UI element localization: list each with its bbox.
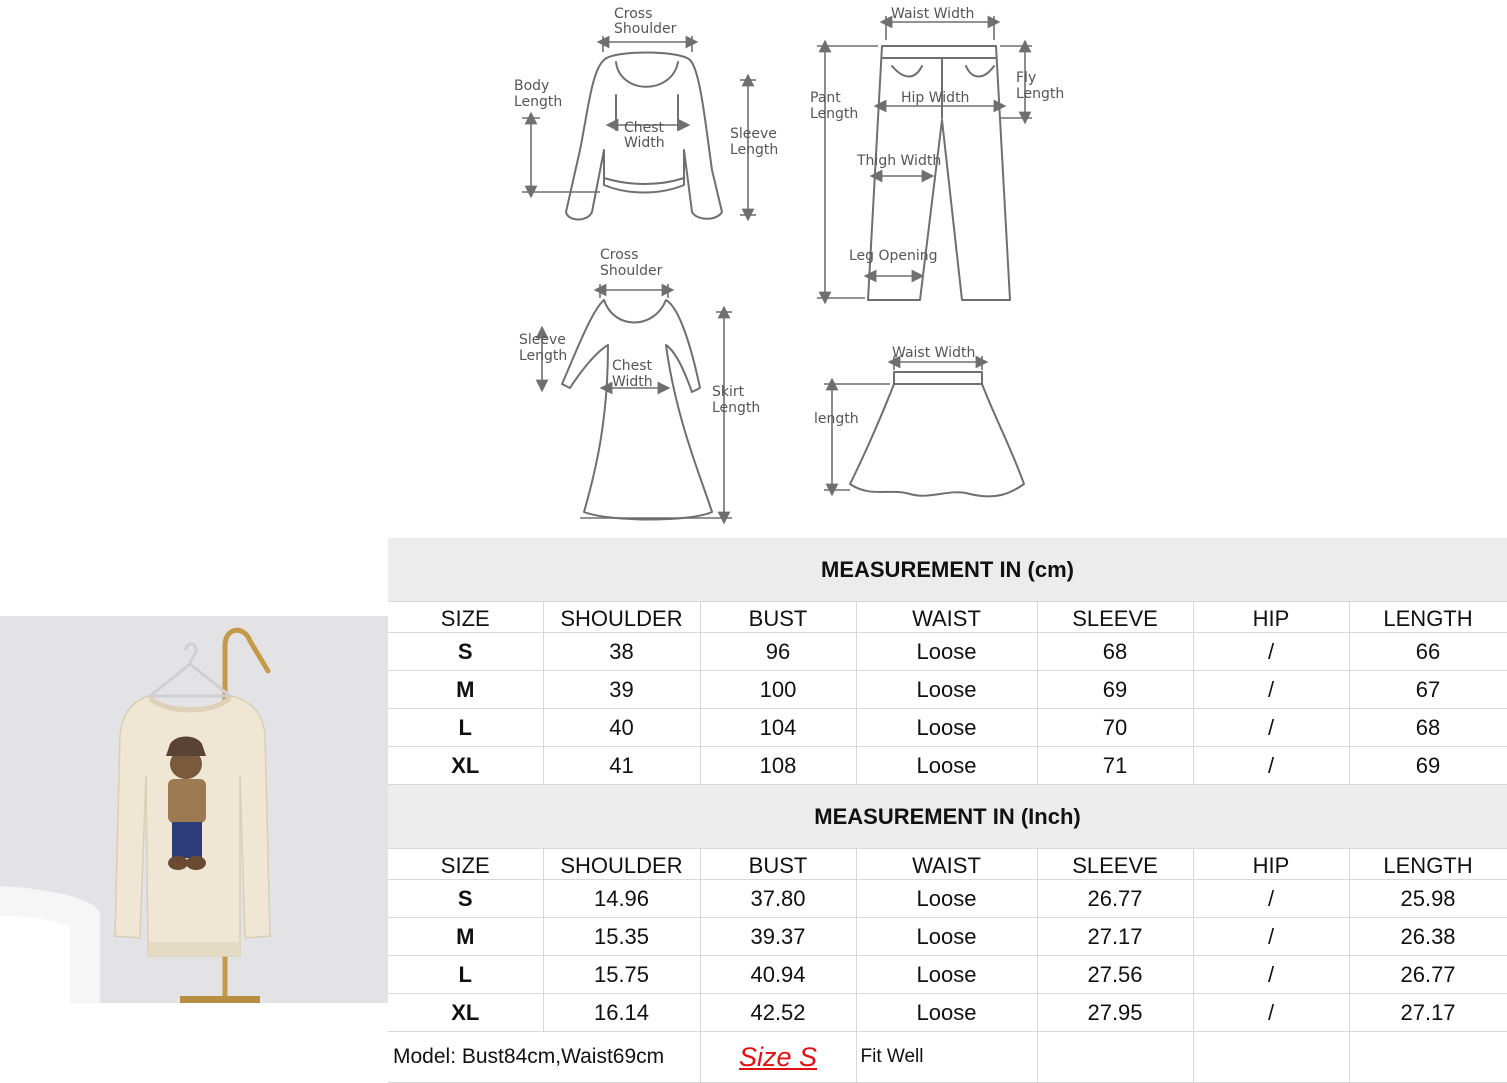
- pants-pant-length-label-2: Length: [810, 106, 859, 122]
- dress-sleeve-length-label-1: Sleeve: [519, 332, 566, 348]
- length-cell: 26.38: [1349, 918, 1507, 956]
- model-size: Size S: [738, 1041, 818, 1072]
- bust-cell: 104: [700, 709, 856, 747]
- size-cell: S: [388, 880, 543, 918]
- model-size-cell: [700, 1032, 856, 1083]
- dress-diagram: [519, 247, 760, 520]
- sleeve-cell: 69: [1037, 671, 1193, 709]
- dress-cross-shoulder-label-2: Shoulder: [600, 263, 663, 279]
- waist-cell: Loose: [856, 994, 1037, 1032]
- cm-table-title: MEASUREMENT IN (cm): [388, 538, 1507, 602]
- sweater-chest-width-label-2: Width: [624, 135, 665, 151]
- waist-cell: Loose: [856, 918, 1037, 956]
- hip-cell: /: [1193, 633, 1349, 671]
- waist-cell: Loose: [856, 747, 1037, 785]
- cm-col-size: SIZE: [388, 602, 543, 633]
- empty-cell: [1349, 1032, 1507, 1083]
- size-cell: M: [388, 918, 543, 956]
- waist-cell: Loose: [856, 671, 1037, 709]
- length-cell: 67: [1349, 671, 1507, 709]
- sweater-sleeve-length-label-1: Sleeve: [730, 126, 777, 142]
- length-cell: 69: [1349, 747, 1507, 785]
- model-measurements: Model: Bust84cm,Waist69cm: [388, 1032, 700, 1083]
- bust-cell: 37.80: [700, 880, 856, 918]
- pants-pant-length-label-1: Pant: [810, 90, 841, 106]
- table-row: [388, 880, 1507, 918]
- empty-cell: [1037, 1032, 1193, 1083]
- bust-cell: 42.52: [700, 994, 856, 1032]
- hip-cell: /: [1193, 918, 1349, 956]
- inch-col-size: SIZE: [388, 849, 543, 880]
- sleeve-cell: 68: [1037, 633, 1193, 671]
- hip-cell: /: [1193, 747, 1349, 785]
- skirt-length-label: length: [814, 411, 859, 427]
- bust-cell: 100: [700, 671, 856, 709]
- dress-chest-width-label-1: Chest: [612, 358, 653, 374]
- skirt-diagram: [814, 345, 1024, 496]
- model-info-row: [388, 1032, 1507, 1083]
- hip-cell: /: [1193, 709, 1349, 747]
- size-cell: L: [388, 709, 543, 747]
- bear-sweater: [115, 696, 270, 956]
- sweater-sleeve-length-label-2: Length: [730, 142, 779, 158]
- dress-chest-width-label-2: Width: [612, 374, 653, 390]
- shoulder-cell: 15.35: [543, 918, 700, 956]
- table-row: [388, 709, 1507, 747]
- size-cell: L: [388, 956, 543, 994]
- inch-table-title: MEASUREMENT IN (Inch): [388, 785, 1507, 849]
- length-cell: 27.17: [1349, 994, 1507, 1032]
- cm-header-row: [388, 602, 1507, 633]
- shoulder-cell: 41: [543, 747, 700, 785]
- waist-cell: Loose: [856, 956, 1037, 994]
- dress-skirt-length-label-1: Skirt: [712, 384, 745, 400]
- length-cell: 66: [1349, 633, 1507, 671]
- cm-col-sleeve: SLEEVE: [1037, 602, 1193, 633]
- inch-table-title-row: [388, 785, 1507, 849]
- table-row: [388, 956, 1507, 994]
- table-row: [388, 994, 1507, 1032]
- shoulder-cell: 14.96: [543, 880, 700, 918]
- bust-cell: 96: [700, 633, 856, 671]
- garment-measurement-diagram: [0, 0, 1507, 538]
- pants-diagram: [810, 6, 1064, 300]
- sweater-body-length-label-1: Body: [514, 78, 550, 94]
- table-row: [388, 671, 1507, 709]
- inch-col-hip: HIP: [1193, 849, 1349, 880]
- hip-cell: /: [1193, 880, 1349, 918]
- waist-cell: Loose: [856, 880, 1037, 918]
- inch-header-row: [388, 849, 1507, 880]
- pants-leg-opening-label: Leg Opening: [849, 248, 938, 264]
- dress-skirt-length-label-2: Length: [712, 400, 761, 416]
- dress-cross-shoulder-label-1: Cross: [600, 247, 639, 263]
- hip-cell: /: [1193, 994, 1349, 1032]
- cm-col-waist: WAIST: [856, 602, 1037, 633]
- shoulder-cell: 15.75: [543, 956, 700, 994]
- hip-cell: /: [1193, 956, 1349, 994]
- table-row: [388, 633, 1507, 671]
- inch-col-length: LENGTH: [1349, 849, 1507, 880]
- sweater-body-length-label-2: Length: [514, 94, 563, 110]
- length-cell: 25.98: [1349, 880, 1507, 918]
- size-cell: S: [388, 633, 543, 671]
- hip-cell: /: [1193, 671, 1349, 709]
- size-table: [388, 538, 1507, 1083]
- size-cell: XL: [388, 994, 543, 1032]
- cm-table-title-row: [388, 538, 1507, 602]
- sweater-chest-width-label-1: Chest: [624, 120, 665, 136]
- skirt-waist-width-label: Waist Width: [892, 345, 976, 361]
- length-cell: 26.77: [1349, 956, 1507, 994]
- dress-sleeve-length-label-2: Length: [519, 348, 568, 364]
- sweater-cross-shoulder-label-2: Shoulder: [614, 21, 677, 37]
- size-cell: M: [388, 671, 543, 709]
- cm-col-shoulder: SHOULDER: [543, 602, 700, 633]
- inch-col-bust: BUST: [700, 849, 856, 880]
- size-cell: XL: [388, 747, 543, 785]
- pants-thigh-width-label: Thigh Width: [857, 153, 942, 169]
- table-row: [388, 747, 1507, 785]
- sleeve-cell: 71: [1037, 747, 1193, 785]
- waist-cell: Loose: [856, 709, 1037, 747]
- cm-col-bust: BUST: [700, 602, 856, 633]
- table-row: [388, 918, 1507, 956]
- sleeve-cell: 70: [1037, 709, 1193, 747]
- length-cell: 68: [1349, 709, 1507, 747]
- cm-col-length: LENGTH: [1349, 602, 1507, 633]
- pants-fly-length-label-1: Fly: [1016, 70, 1037, 86]
- product-photo: [0, 616, 388, 1003]
- sleeve-cell: 27.17: [1037, 918, 1193, 956]
- sweater-diagram: [514, 6, 778, 220]
- shoulder-cell: 39: [543, 671, 700, 709]
- bust-cell: 39.37: [700, 918, 856, 956]
- bust-cell: 40.94: [700, 956, 856, 994]
- inch-col-shoulder: SHOULDER: [543, 849, 700, 880]
- size-chart: [388, 538, 1507, 1080]
- cm-col-hip: HIP: [1193, 602, 1349, 633]
- shoulder-cell: 40: [543, 709, 700, 747]
- sleeve-cell: 27.56: [1037, 956, 1193, 994]
- empty-cell: [1193, 1032, 1349, 1083]
- pants-waist-width-label: Waist Width: [891, 6, 975, 22]
- inch-col-sleeve: SLEEVE: [1037, 849, 1193, 880]
- pants-hip-width-label: Hip Width: [901, 90, 970, 106]
- bust-cell: 108: [700, 747, 856, 785]
- shoulder-cell: 38: [543, 633, 700, 671]
- fit-note: Fit Well: [856, 1032, 1037, 1083]
- waist-cell: Loose: [856, 633, 1037, 671]
- shoulder-cell: 16.14: [543, 994, 700, 1032]
- sleeve-cell: 26.77: [1037, 880, 1193, 918]
- sleeve-cell: 27.95: [1037, 994, 1193, 1032]
- pants-fly-length-label-2: Length: [1016, 86, 1065, 102]
- sweater-cross-shoulder-label-1: Cross: [614, 6, 653, 22]
- inch-col-waist: WAIST: [856, 849, 1037, 880]
